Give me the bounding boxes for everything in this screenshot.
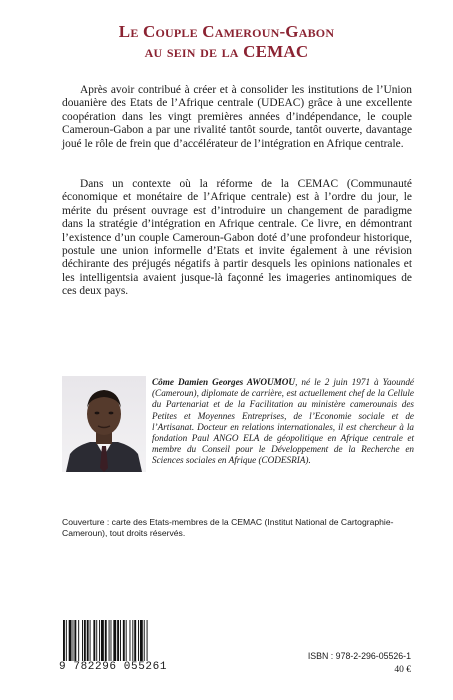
author-name: Côme Damien Georges AWOUMOU xyxy=(152,377,296,387)
title-line-2: au sein de la CEMAC xyxy=(144,42,309,61)
author-portrait-icon xyxy=(62,376,146,472)
author-bio xyxy=(152,377,414,467)
isbn: ISBN : 978-2-296-05526-1 xyxy=(307,651,411,661)
author-photo xyxy=(62,376,146,472)
title-line-1: Le Couple Cameroun-Gabon xyxy=(118,22,335,41)
book-title xyxy=(0,22,453,62)
summary-paragraph-2: Dans un contexte où la réforme de la CEMAC (Communauté économique et monétaire de l’Afrique centrale) est à l’ordre du jour, le mérite du présent ouvrage est d’introduire un changement de paradigme dans la stratégie d’intégration en Afrique centrale. Ce livre, en démontrant l’existence d’un couple Cameroun-Gabon doté d’une profondeur historique, postule une union informelle d’Etats et invite également à une révision déchirante des préjugés négatifs à partir desquels les opinions nationales et les intelligentsia avaient jusque-là façonné les imageries antinomiques de ces deux pays. xyxy=(62,178,412,298)
author-bio-text: , né le 2 juin 1971 à Yaoundé (Cameroun), diplomate de carrière, est actuellement chef de la Cellule du Partenariat et de la Facilitation au ministère camerounais des Petites et Moyennes Entreprises, de l’Economie sociale et de l’Artisanat. Docteur en relations internationales, il est chercheur à la fondation Paul ANGO ELA de géopolitique en Afrique centrale et membre du Conseil pour le Développement de la Recherche en Sciences sociales en Afrique (CODESRIA). xyxy=(152,377,414,466)
summary-paragraph-1: Après avoir contribué à créer et à consolider les institutions de l’Union douanière des Etats de l’Afrique centrale (UDEAC) grâce à une excellente coopération dans les vingt premières années d’indépendance, le couple Cameroun-Gabon a par une rivalité tantôt sourde, tantôt ouverte, davantage joué le rôle de frein que d’accélérateur de l’intégration en Afrique centrale. xyxy=(62,84,412,150)
cover-credit: Couverture : carte des Etats-membres de la CEMAC (Institut National de Cartographie-Cameroun), tout droits réservés. xyxy=(62,517,394,538)
barcode-digits: 9 782296 055261 xyxy=(55,661,187,673)
price: 40 € xyxy=(394,665,411,675)
